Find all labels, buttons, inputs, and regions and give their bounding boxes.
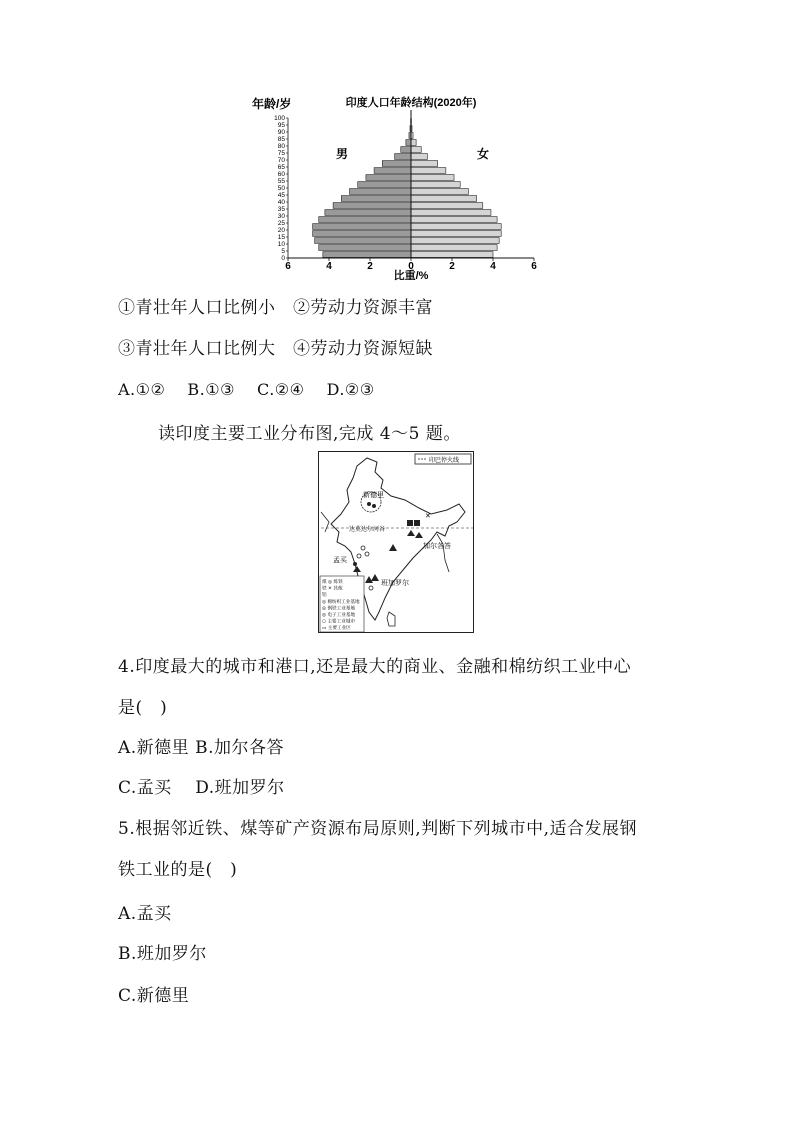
population-pyramid-chart — [248, 92, 548, 282]
x-tick-label: 2 — [449, 261, 455, 272]
intro-text: 读印度主要工业分布图,完成 4～5 题。 — [158, 424, 461, 444]
female-label: 女 — [476, 147, 490, 161]
map-legend-item: ◎ 棉纺织工业基地 — [322, 599, 360, 605]
female-bar-65-69 — [411, 161, 438, 167]
age-tick-label: 60 — [277, 171, 285, 179]
map-legend-item: 铁 ✕ 其他 — [322, 586, 343, 592]
female-bar-70-74 — [411, 154, 427, 160]
male-bar-60-64 — [374, 168, 411, 174]
age-tick-label: 55 — [277, 178, 285, 186]
male-bar-40-44 — [341, 196, 411, 202]
age-tick-label: 45 — [277, 192, 285, 200]
age-tick-label: 25 — [277, 220, 285, 228]
male-bar-55-59 — [366, 175, 411, 181]
city-newdelhi: 新德里 — [363, 491, 384, 499]
male-bar-80-84 — [406, 140, 411, 146]
female-bar-45-49 — [411, 189, 468, 195]
x-tick-label: 6 — [531, 261, 537, 272]
female-bar-15-19 — [411, 231, 501, 237]
male-bar-45-49 — [350, 189, 412, 195]
male-bar-15-19 — [313, 231, 411, 237]
female-bar-75-79 — [411, 147, 421, 153]
female-bar-10-14 — [411, 238, 499, 244]
male-bar-10-14 — [315, 238, 411, 244]
answer-choices: A.①② B.①③ C.②④ D.②③ — [118, 380, 375, 399]
male-bar-35-39 — [333, 203, 411, 209]
x-tick-label: 2 — [367, 261, 373, 272]
age-tick-label: 10 — [277, 241, 285, 249]
city-bangalore: 班加罗尔 — [381, 579, 409, 587]
male-bar-20-24 — [313, 224, 411, 230]
age-tick-label: 20 — [277, 227, 285, 235]
age-tick-label: 65 — [277, 164, 285, 172]
q4-text-line1: 4.印度最大的城市和港口,还是最大的商业、金融和棉纺织工业中心 — [118, 657, 632, 677]
female-bar-30-34 — [411, 210, 491, 216]
map-legend-item: ○ 主要工业城市 — [322, 619, 356, 625]
age-tick-label: 70 — [277, 157, 285, 165]
age-tick-label: 75 — [277, 150, 285, 158]
male-bar-50-54 — [358, 182, 411, 188]
age-tick-label: 90 — [277, 129, 285, 137]
map-legend-item: ▭ 主要工业区 — [322, 626, 351, 632]
map-legend-item: ◎ 电子工业基地 — [322, 613, 356, 618]
q5-text-line1: 5.根据邻近铁、煤等矿产资源布局原则,判断下列城市中,适合发展钢 — [118, 819, 638, 839]
age-tick-label: 85 — [277, 136, 285, 144]
female-bar-50-54 — [411, 182, 460, 188]
x-axis-label: 比重/% — [393, 270, 429, 282]
map-legend-item: ◎ 钢铁工业基地 — [322, 606, 356, 612]
ceasefire-legend: 印巴停火线 — [429, 457, 460, 464]
female-bar-55-59 — [411, 175, 454, 181]
age-tick-label: 50 — [277, 185, 285, 193]
female-bar-20-24 — [411, 224, 501, 230]
female-bar-60-64 — [411, 168, 446, 174]
q5-option-c: C.新德里 — [118, 986, 190, 1006]
y-axis-label: 年龄/岁 — [252, 97, 292, 111]
female-bar-80-84 — [411, 140, 416, 146]
age-tick-label: 0 — [281, 255, 285, 263]
x-tick-label: 0 — [408, 261, 414, 272]
male-bar-70-74 — [395, 154, 411, 160]
city-kolkata: 加尔各答 — [423, 542, 451, 550]
male-bar-0-4 — [323, 252, 411, 258]
age-tick-label: 15 — [277, 234, 285, 242]
age-tick-label: 5 — [281, 248, 285, 256]
male-bar-75-79 — [401, 147, 411, 153]
x-tick-label: 6 — [285, 261, 291, 272]
city-mumbai: 孟买 — [333, 556, 347, 564]
option-line-1: ①青壮年人口比例小 ②劳动力资源丰富 — [118, 298, 433, 318]
age-tick-label: 95 — [277, 122, 285, 130]
q5-option-b: B.班加罗尔 — [118, 944, 207, 964]
male-bar-5-9 — [319, 245, 411, 251]
q5-text-line2: 铁工业的是( ) — [118, 860, 238, 880]
female-bar-0-4 — [411, 252, 493, 258]
svg-text:✕: ✕ — [425, 512, 431, 520]
male-label: 男 — [335, 147, 349, 161]
male-bar-65-69 — [382, 161, 411, 167]
q5-option-a: A.孟买 — [118, 904, 172, 924]
q4-options-ab: A.新德里 B.加尔各答 — [118, 738, 284, 758]
option-line-2: ③青壮年人口比例大 ④劳动力资源短缺 — [118, 339, 433, 359]
female-bar-35-39 — [411, 203, 483, 209]
age-tick-label: 80 — [277, 143, 285, 151]
q4-options-cd: C.孟买 D.班加罗尔 — [118, 778, 285, 798]
female-bar-25-29 — [411, 217, 497, 223]
map-legend-item: 煤 ◎ 炼铁 — [322, 580, 343, 585]
age-tick-label: 35 — [277, 206, 285, 214]
q4-text-line2: 是( ) — [118, 698, 168, 718]
age-tick-label: 30 — [277, 213, 285, 221]
label-river: 达莫达尔河谷 — [349, 526, 386, 533]
female-bar-5-9 — [411, 245, 497, 251]
female-bar-40-44 — [411, 196, 477, 202]
x-tick-label: 4 — [490, 261, 496, 272]
age-tick-label: 40 — [277, 199, 285, 207]
x-tick-label: 4 — [326, 261, 332, 272]
male-bar-25-29 — [319, 217, 411, 223]
chart-title: 印度人口年龄结构(2020年) — [345, 97, 477, 109]
india-industry-map — [318, 451, 474, 633]
male-bar-30-34 — [325, 210, 411, 216]
map-legend-item: 铝 — [322, 593, 327, 599]
age-tick-label: 100 — [274, 115, 285, 123]
